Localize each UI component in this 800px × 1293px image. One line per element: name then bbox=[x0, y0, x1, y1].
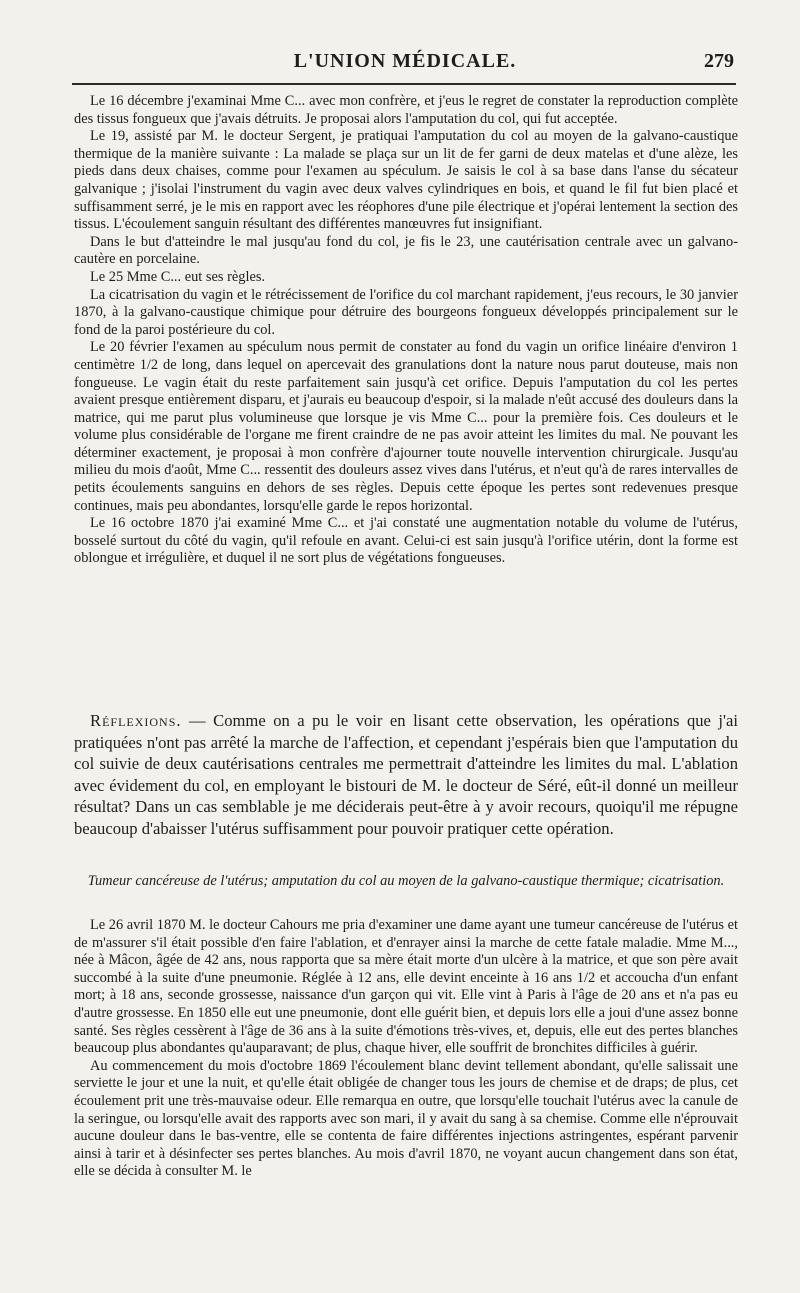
paragraph: Le 19, assisté par M. le docteur Sergent, je pratiquai l'amputation du col au moyen de la galvano-caustique thermique de la manière suivante : La malade se plaça sur un lit de fer garni de deux matelas et d'une alèze, les pieds dans deux chaises, comme pour l'examen au spéculum. Je saisis le col à sa base dans l'anse du sécateur galvanique ; j'isolai l'instrument du vagin avec deux valves cylindriques en bois, et quand le fil fut bien placé et suffisamment serré, je le mis en rapport avec les réophores d'une pile électrique et j'opérai lentement la section des tissus. L'écoulement sanguin résultant des différentes manœuvres fut insignifiant. bbox=[74, 128, 738, 233]
paragraph: Dans le but d'atteindre le mal jusqu'au fond du col, je fis le 23, une cautérisation centrale avec un galvano-cautère en porcelaine. bbox=[74, 233, 738, 268]
paragraph: Le 16 décembre j'examinai Mme C... avec mon confrère, et j'eus le regret de constater la reproduction complète des tissus fongueux que j'avais détruits. Je proposai alors l'amputation du col, qui fut acceptée. bbox=[74, 93, 738, 127]
paragraph: La cicatrisation du vagin et le rétrécissement de l'orifice du col marchant rapidement, j'eus recours, le 30 janvier 1870, à la galvano-caustique chimique pour détruire des bourgeons fongueux développés principalement sur le fond de la paroi postérieure du col. bbox=[74, 286, 738, 338]
reflexions-paragraph bbox=[74, 710, 738, 839]
reflexions-label: Réflexions. bbox=[90, 711, 182, 730]
paragraph: Au commencement du mois d'octobre 1869 l'écoulement blanc devint tellement abondant, qu'elle salissait une serviette le jour et une la nuit, et qu'elle était obligée de changer tous les jours de chemise et de draps; de plus, cet écoulement prit une très-mauvaise odeur. Elle remarqua en outre, que lorsqu'elle touchait l'utérus avec la canule de la seringue, ou lorsqu'elle avait des rapports avec son mari, il y avait du sang à sa chemise. Comme elle n'éprouvait aucune douleur dans le bas-ventre, elle se contenta de faire différentes injections astringentes, espérant parvenir ainsi à tarir et à désinfecter ses pertes blanches. Au mois d'avril 1870, ne voyant aucun changement dans son état, elle se décida à consulter M. le bbox=[74, 1057, 738, 1180]
observation-continued bbox=[74, 93, 738, 568]
running-header bbox=[72, 40, 738, 80]
case-report bbox=[74, 917, 738, 1181]
page-number: 279 bbox=[704, 50, 734, 72]
journal-title: L'UNION MÉDICALE. bbox=[293, 50, 517, 72]
paragraph: Le 16 octobre 1870 j'ai examiné Mme C... et j'ai constaté une augmentation notable du volume de l'utérus, bosselé surtout du côté du vagin, qu'il refoule en avant. Celui-ci est sain jusqu'à l'orifice utérin, dont la forme est oblongue et irrégulière, et duquel il ne sort plus de végétations fongueuses. bbox=[74, 515, 738, 567]
reflexions-section bbox=[74, 710, 738, 839]
header-rule bbox=[72, 83, 736, 85]
paragraph: Le 20 février l'examen au spéculum nous permit de constater au fond du vagin un orifice linéaire d'environ 1 centimètre 1/2 de long, dans lequel on apercevait des granulations dont la nature nous parut douteuse, mais non fongueuse. Le vagin était du reste parfaitement sain jusqu'à cet orifice. Depuis l'amputation du col les pertes avaient presque entièrement disparu, et j'aurais eu beaucoup d'espoir, si la malade n'eût accusé des douleurs dans la matrice, qui me parut plus volumineuse que lorsque je vis Mme C... pour la première fois. Ces douleurs et le volume plus considérable de l'organe me firent craindre de ne pas avoir atteint les limites du mal. Ne pouvant les déterminer exactement, je proposai à mon confrère d'ajourner toute nouvelle intervention chirurgicale. Jusqu'au milieu du mois d'août, Mme C... ressentit des douleurs assez vives dans l'utérus, et n'eut qu'à de rares intervalles de petits écoulements sanguins en dehors de ses règles. Depuis cette époque les pertes sont redevenues presque continues, mais peu abondantes, lorsqu'elle garde le repos horizontal. bbox=[74, 339, 738, 514]
paragraph: Le 25 Mme C... eut ses règles. bbox=[90, 268, 266, 285]
reflexions-text: — Comme on a pu le voir en lisant cette observation, les opérations que j'ai pratiquées n'ont pas arrêté la marche de l'affection, et cependant j'espérais bien que l'amputation du col suivie de deux cautérisations centrales me permettrait d'atteindre les limites du mal. L'ablation avec évidement du col, en employant le bistouri de M. le docteur de Séré, eût-il donné un meilleur résultat? Dans un cas semblable je me déciderais peut-être à y avoir recours, quoiqu'il me répugne beaucoup d'abaisser l'utérus suffisamment pour pouvoir pratiquer cette opération. bbox=[74, 711, 738, 838]
paragraph: Le 26 avril 1870 M. le docteur Cahours me pria d'examiner une dame ayant une tumeur cancéreuse de l'utérus et de m'assurer s'il était possible d'en faire l'ablation, et d'enrayer ainsi la marche de cette fatale maladie. Mme M..., née à Mâcon, âgée de 42 ans, nous rapporta que sa mère était morte d'un ulcère à la matrice, et que son père avait succombé à la suite d'une pneumonie. Réglée à 12 ans, elle devint enceinte à 16 ans 1/2 et accoucha d'un enfant mort; à 18 ans, seconde grossesse, naissance d'un garçon qui vit. Elle vint à Paris à l'âge de 20 ans et n'a pas eu d'autre grossesse. En 1850 elle eut une pneumonie, dont elle guérit bien, et depuis lors elle a joui d'une assez bonne santé. Ses règles cessèrent à l'âge de 36 ans à la suite d'émotions très-vives, et, depuis, elle eut des pertes blanches beaucoup plus abondantes qu'auparavant; de plus, chaque hiver, elle souffrit de bronchites difficiles à guérir. bbox=[74, 917, 738, 1057]
section-heading: Tumeur cancéreuse de l'utérus; amputation du col au moyen de la galvano-caustique thermique; cicatrisation. bbox=[87, 873, 725, 889]
